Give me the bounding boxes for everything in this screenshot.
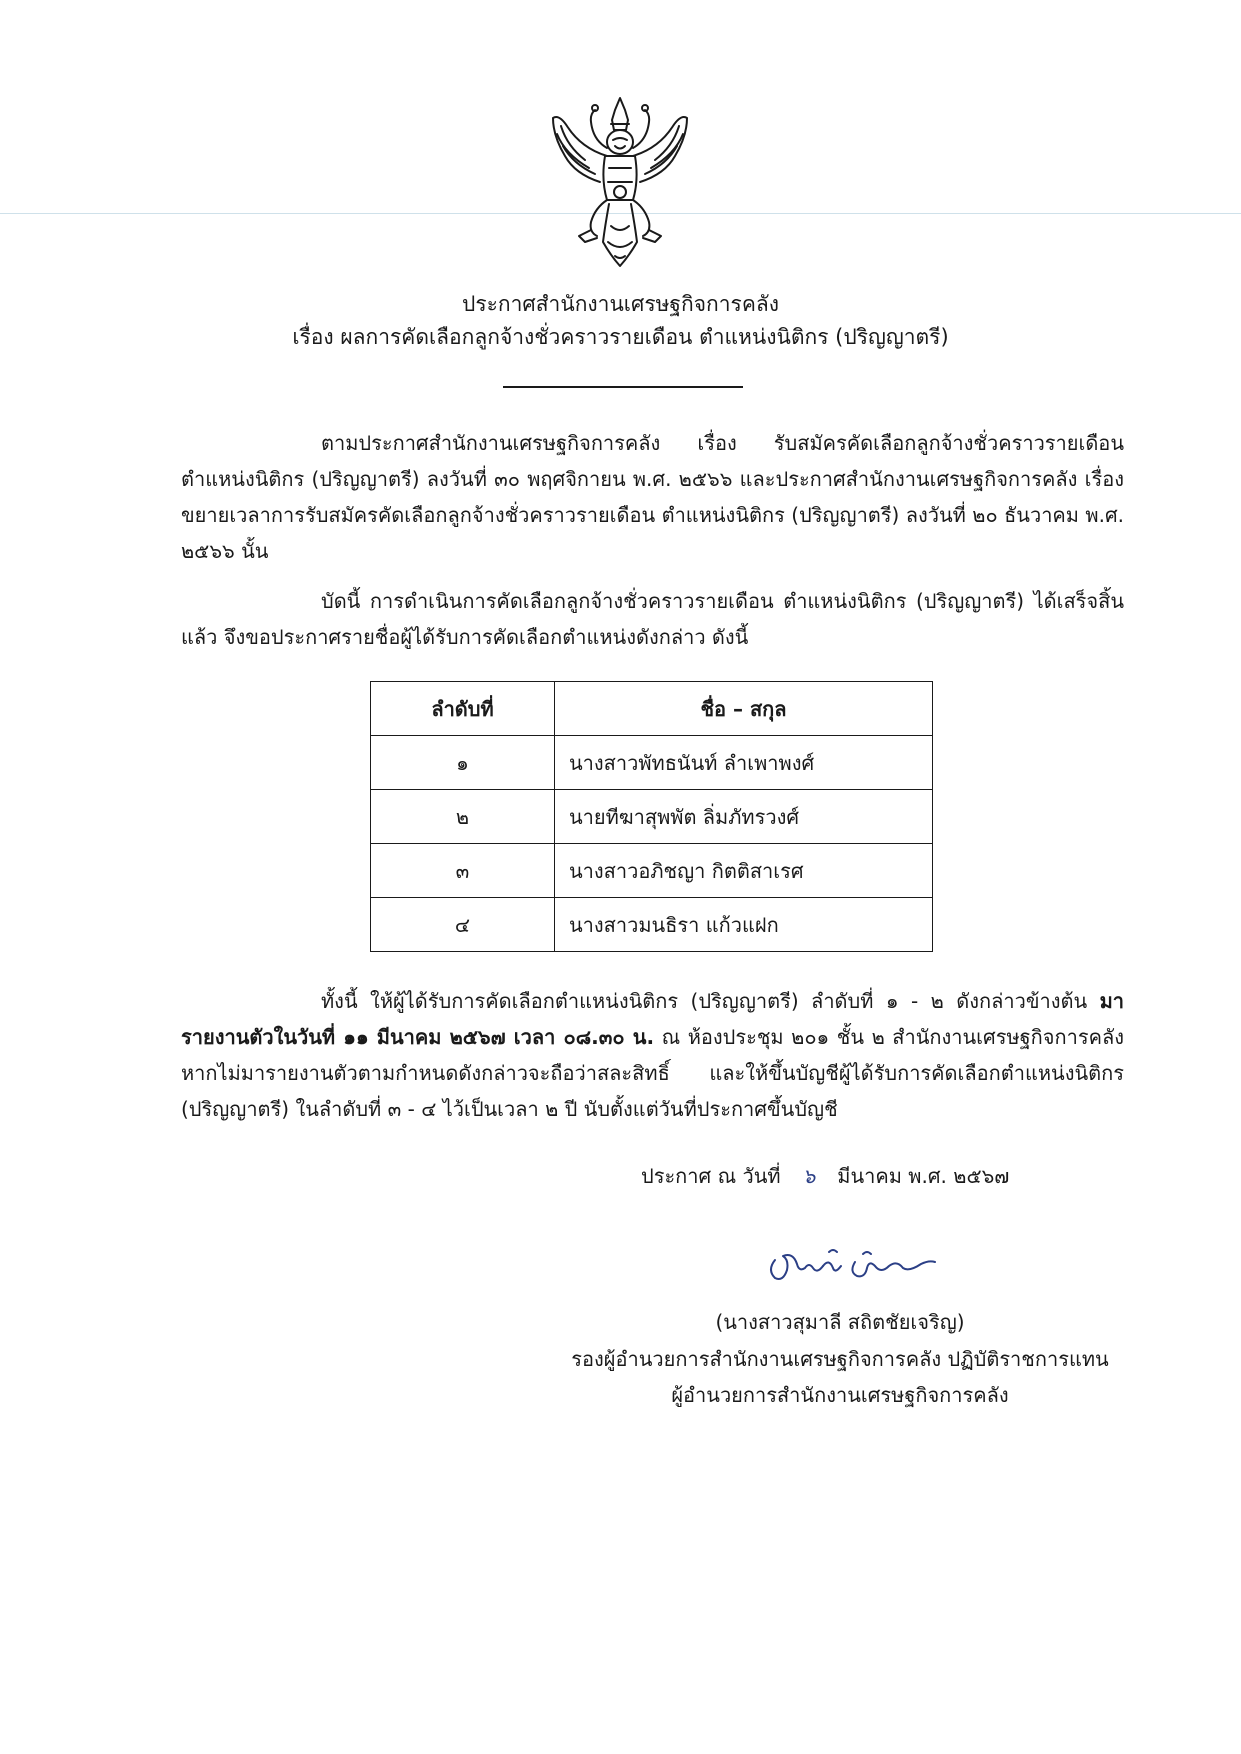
body-paragraph-2 xyxy=(181,583,1124,655)
table-row xyxy=(371,844,933,898)
table-header-row xyxy=(371,682,933,736)
signatory-position-1: รองผู้อำนวยการสำนักงานเศรษฐกิจการคลัง ปฏิบัติราชการแทน xyxy=(571,1347,1109,1371)
announcement-dateline xyxy=(641,1160,1009,1192)
report-date-emphasis: มารายงานตัวในวันที่ ๑๑ มีนาคม ๒๕๖๗ เวลา ๐๘.๓๐ น. xyxy=(181,989,1125,1049)
signatory-position-2: ผู้อำนวยการสำนักงานเศรษฐกิจการคลัง xyxy=(671,1383,1009,1407)
dateline-prefix: ประกาศ ณ วันที่ xyxy=(641,1164,781,1188)
signatory-name: (นางสาวสุมาลี สถิตชัยเจริญ) xyxy=(715,1310,965,1334)
dateline-day: ๖ xyxy=(802,1164,816,1188)
row-name: นายทีฆาสุพพัต ลิ่มภัทรวงศ์ xyxy=(555,790,933,844)
body-paragraph-1 xyxy=(181,425,1124,569)
row-order: ๓ xyxy=(371,844,555,898)
paragraph-1-text: ตามประกาศสำนักงานเศรษฐกิจการคลัง เรื่อง รับสมัครคัดเลือกลูกจ้างชั่วคราวรายเดือน ตำแหน่งนิติกร (ปริญญาตรี) ลงวันที่ ๓๐ พฤศจิกายน พ.ศ. ๒๕๖๖ และประกาศสำนักงานเศรษฐกิจการคลัง เรื่อง ขยายเวลาการรับสมัครคัดเลือกลูกจ้างชั่วคราวรายเดือน ตำแหน่งนิติกร (ปริญญาตรี) ลงวันที่ ๒๐ ธันวาคม พ.ศ. ๒๕๖๖ นั้น xyxy=(181,431,1124,563)
row-name: นางสาวอภิชญา กิตติสาเรศ xyxy=(555,844,933,898)
selection-results-table xyxy=(370,681,933,952)
paragraph-2-text: บัดนี้ การดำเนินการคัดเลือกลูกจ้างชั่วคราวรายเดือน ตำแหน่งนิติกร (ปริญญาตรี) ได้เสร็จสิ้นแล้ว จึงขอประกาศรายชื่อผู้ได้รับการคัดเลือกตำแหน่งดังกล่าว ดังนี้ xyxy=(181,589,1124,649)
header-order: ลำดับที่ xyxy=(371,682,555,736)
body-paragraph-3 xyxy=(181,983,1124,1127)
header-name: ชื่อ – สกุล xyxy=(555,682,933,736)
row-name: นางสาวพัทธนันท์ ลำเพาพงศ์ xyxy=(555,736,933,790)
table-row xyxy=(371,898,933,952)
row-name: นางสาวมนธิรา แก้วแฝก xyxy=(555,898,933,952)
paragraph-3-start: ทั้งนี้ ให้ผู้ได้รับการคัดเลือกตำแหน่งนิติกร (ปริญญาตรี) ลำดับที่ ๑ - ๒ ดังกล่าวข้างต้น xyxy=(321,989,1088,1013)
handwritten-signature xyxy=(763,1240,941,1288)
title-divider xyxy=(503,386,743,388)
announcement-title: ประกาศสำนักงานเศรษฐกิจการคลัง xyxy=(462,292,779,316)
table-row xyxy=(371,790,933,844)
row-order: ๔ xyxy=(371,898,555,952)
dateline-suffix: มีนาคม พ.ศ. ๒๕๖๗ xyxy=(837,1164,1010,1188)
paragraph-3-end: ณ ห้องประชุม ๒๐๑ ชั้น ๒ สำนักงานเศรษฐกิจการคลัง หากไม่มารายงานตัวตามกำหนดดังกล่าวจะถือว่าสละสิทธิ์ และให้ขึ้นบัญชีผู้ได้รับการคัดเลือกตำแหน่งนิติกร (ปริญญาตรี) ในลำดับที่ ๓ - ๔ ไว้เป็นเวลา ๒ ปี นับตั้งแต่วันที่ประกาศขึ้นบัญชี xyxy=(181,1025,1124,1121)
garuda-emblem-icon xyxy=(545,96,695,272)
row-order: ๑ xyxy=(371,736,555,790)
paragraph-3-text xyxy=(181,983,1124,1127)
announcement-subject: เรื่อง ผลการคัดเลือกลูกจ้างชั่วคราวรายเดือน ตำแหน่งนิติกร (ปริญญาตรี) xyxy=(292,325,949,349)
row-order: ๒ xyxy=(371,790,555,844)
table-row xyxy=(371,736,933,790)
